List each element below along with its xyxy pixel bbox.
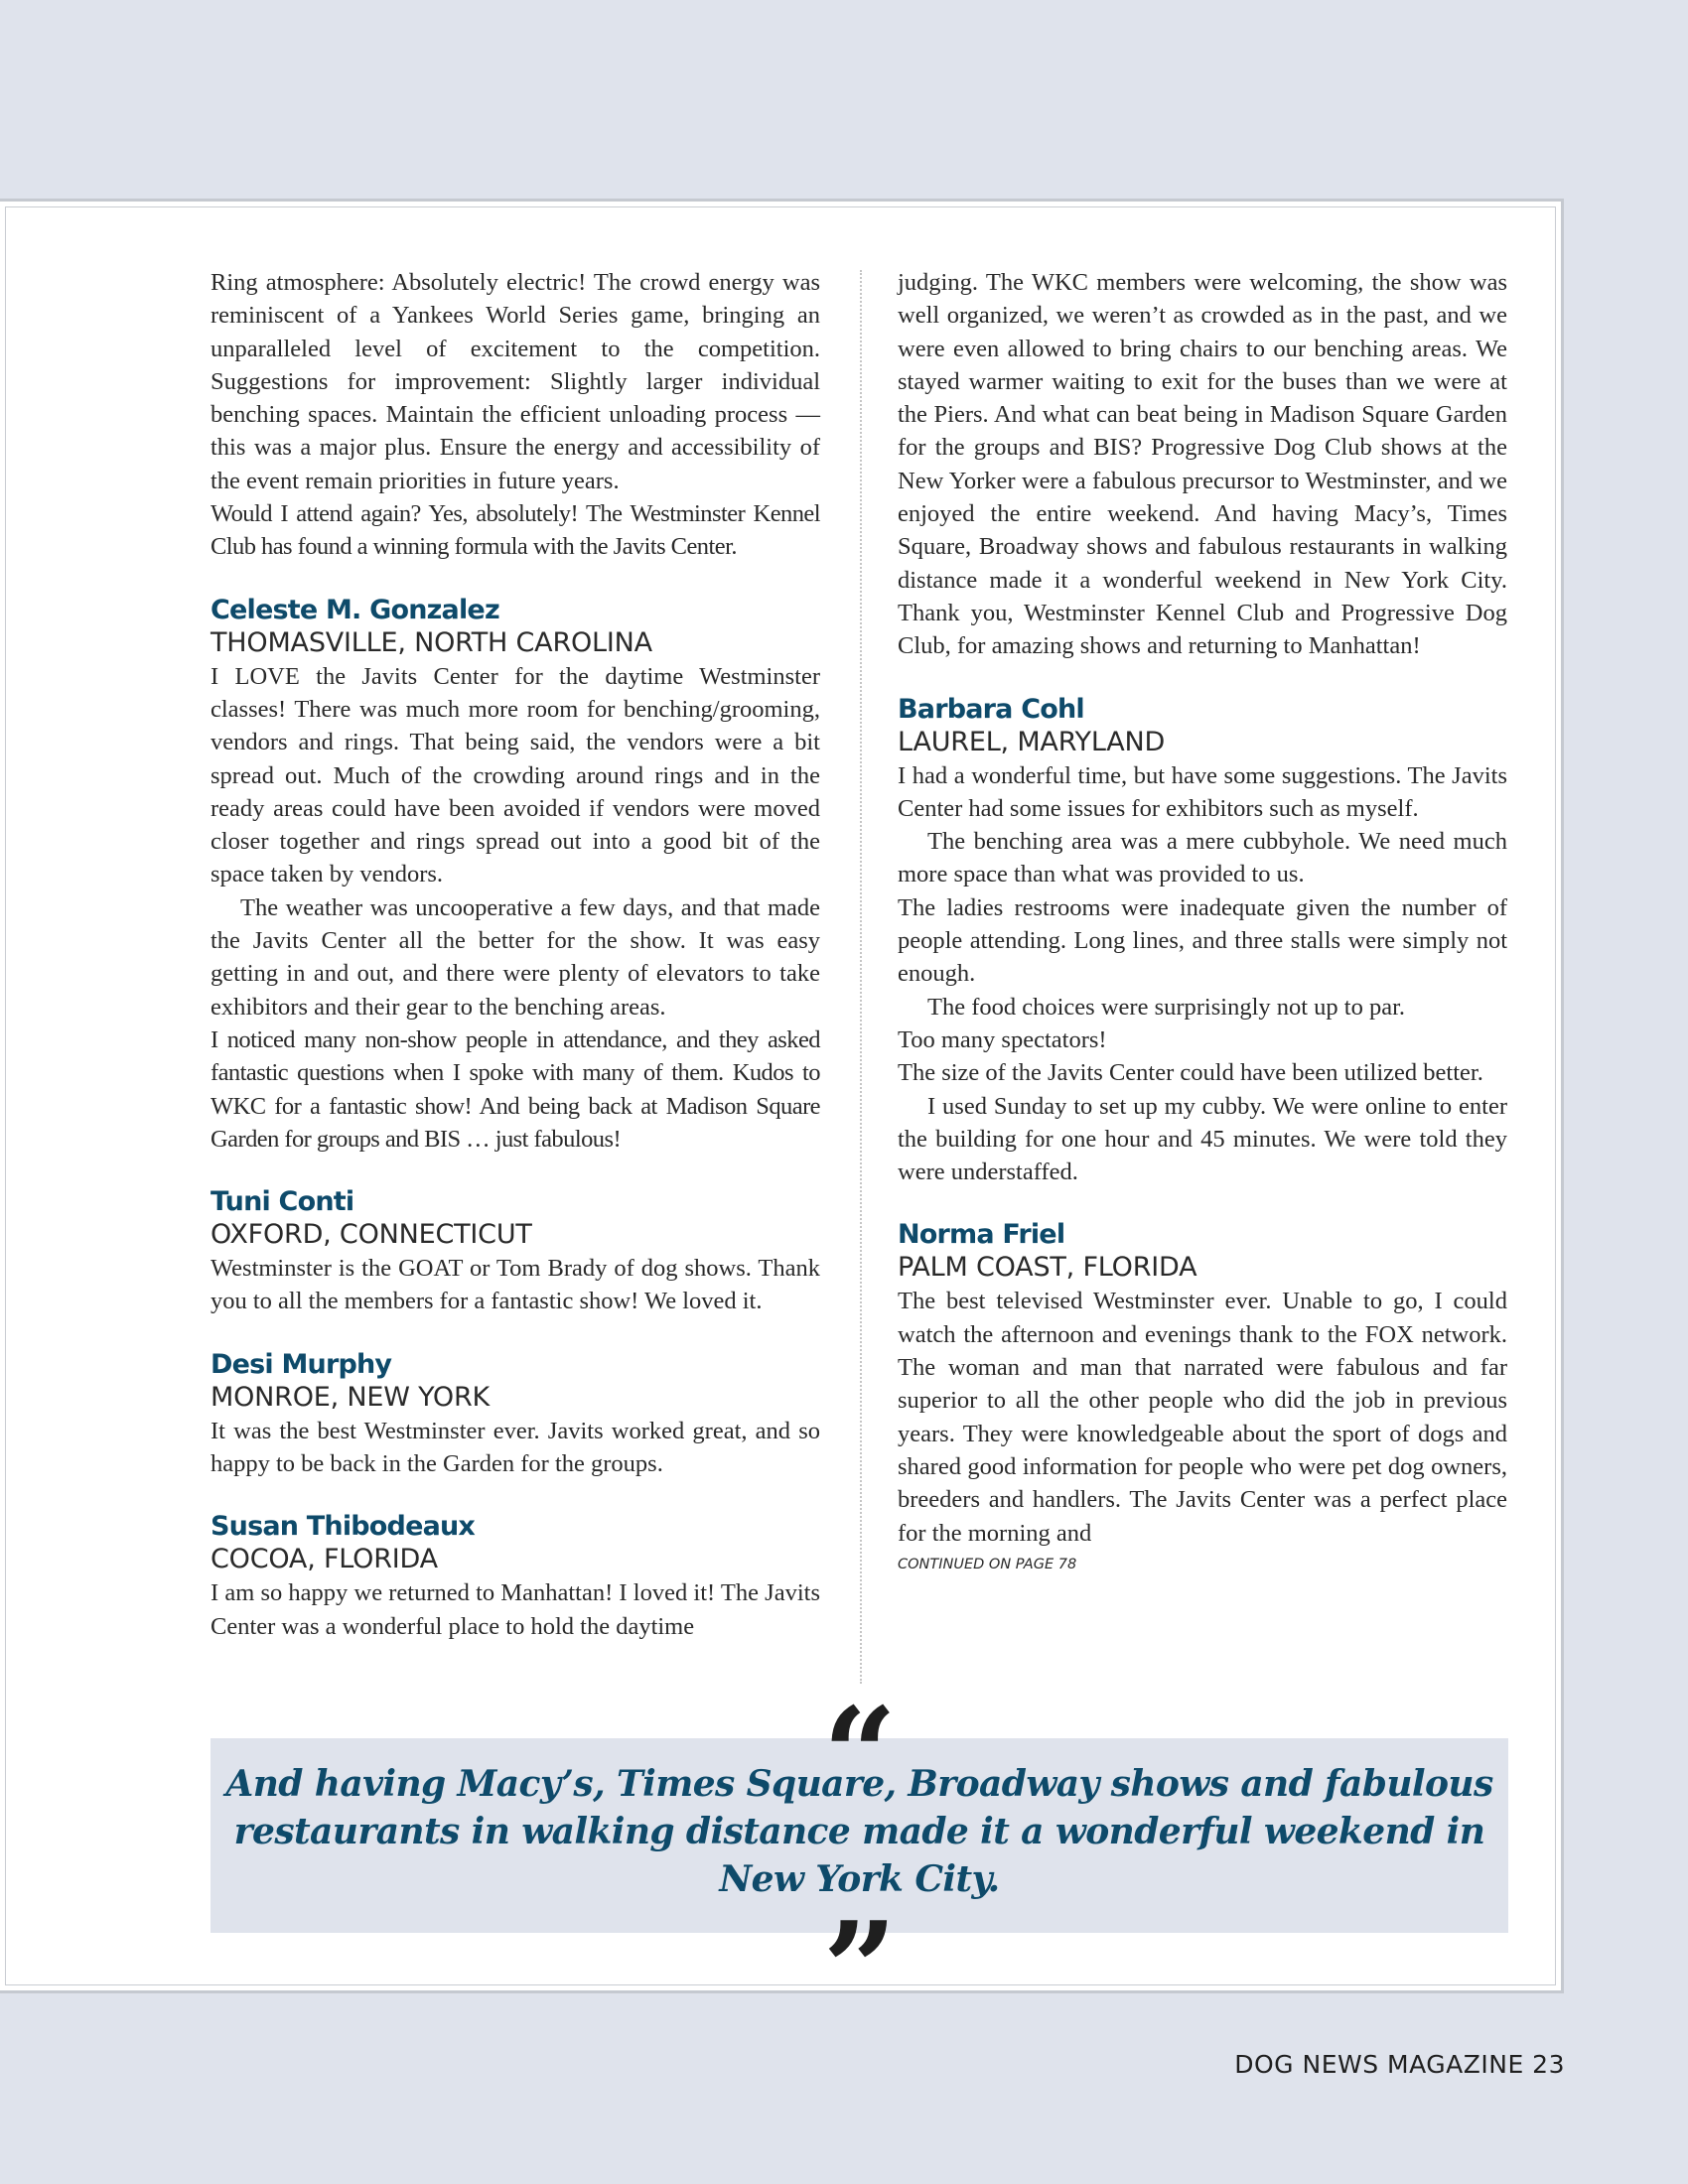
letter-paragraph: I noticed many non-show people in attendance, and they asked fantastic questions when I spoke with many of them. Kudos to WKC for a fantastic show! And being back at Madison Square Garden for groups and BIS … just fabulous!	[211, 1025, 820, 1153]
author-name: Susan Thibodeaux	[211, 1511, 476, 1543]
open-quote-mark: “	[822, 1679, 898, 1831]
column-divider	[860, 270, 862, 1684]
left-column	[211, 266, 820, 1643]
close-quote-mark: ”	[822, 1893, 898, 2045]
continuation-paragraph: judging. The WKC members were welcoming, the show was well organized, we weren’t as crowded as in the past, and we were even allowed to bring chairs to our benching areas. We stayed warmer waiting to exit for the buses than we were at the Piers. And what can beat being in Madison Square Garden for the groups and BIS? Progressive Dog Club shows at the New Yorker were a fabulous precursor to Westminster, and we enjoyed the entire weekend. And having Macy’s, Times Square, Broadway shows and fabulous restaurants in walking distance made it a wonderful weekend in New York City. Thank you, Westminster Kennel Club and Progressive Dog Club, for amazing shows and returning to Manhattan!	[898, 269, 1507, 660]
letter-paragraph: The ladies restrooms were inadequate given the number of people attending. Long lines, and three stalls were simply not enough.	[898, 893, 1507, 988]
author-location: COCOA, FLORIDA	[211, 1544, 438, 1575]
letter-paragraph: The best televised Westminster ever. Unable to go, I could watch the afternoon and evenings thank to the FOX network. The woman and man that narrated were fabulous and far superior to all the other people who did the job in previous years. They were knowledgeable about the sport of dogs and shared good information for people who were pet dog owners, breeders and handlers. The Javits Center was a perfect place for the morning and	[898, 1288, 1507, 1547]
letter-paragraph: Too many spectators!	[898, 1025, 1107, 1053]
letter-paragraph: Westminster is the GOAT or Tom Brady of dog shows. Thank you to all the members for a fantastic show! We loved it.	[211, 1255, 820, 1315]
letter-paragraph: I LOVE the Javits Center for the daytime Westminster classes! There was much more room for benching/grooming, vendors and rings. That being said, the vendors were a bit spread out. Much of the crowding around rings and in the ready areas could have been avoided if vendors were moved closer together and rings spread out into a good bit of the space taken by vendors.	[211, 662, 820, 888]
author-location: MONROE, NEW YORK	[211, 1381, 491, 1413]
author-name: Desi Murphy	[211, 1348, 392, 1380]
letter-entry	[211, 1185, 820, 1318]
author-location: THOMASVILLE, NORTH CAROLINA	[211, 626, 652, 658]
letter-paragraph: I used Sunday to set up my cubby. We were online to enter the building for one hour and 45 minutes. We were told they were understaffed.	[898, 1092, 1507, 1186]
right-column	[898, 266, 1507, 1574]
author-name: Tuni Conti	[211, 1186, 354, 1218]
pull-quote-text: And having Macy’s, Times Square, Broadway shows and fabulous restaurants in walking distance made it a wonderful weekend in New York City.	[225, 1763, 1493, 1900]
author-name: Celeste M. Gonzalez	[211, 594, 499, 625]
author-name: Barbara Cohl	[898, 693, 1084, 725]
intro-paragraph: Ring atmosphere: Absolutely electric! The crowd energy was reminiscent of a Yankees World Series game, bringing an unparalleled level of excitement to the competition. Suggestions for improvement: Slightly larger individual benching spaces. Maintain the efficient unloading process — this was a major plus. Ensure the energy and accessibility of the event remain priorities in future years.	[211, 269, 820, 494]
letter-paragraph: It was the best Westminster ever. Javits worked great, and so happy to be back in the Garden for the groups.	[211, 1417, 820, 1478]
author-location: LAUREL, MARYLAND	[898, 726, 1166, 757]
letter-paragraph: The size of the Javits Center could have been utilized better.	[898, 1059, 1483, 1087]
continued-note: CONTINUED ON PAGE 78	[898, 1556, 1077, 1572]
letter-entry	[211, 1348, 820, 1481]
page-footer: DOG NEWS MAGAZINE 23	[1234, 2050, 1565, 2079]
letter-entry	[898, 1218, 1507, 1573]
letter-entry	[898, 693, 1507, 1189]
letter-paragraph: I am so happy we returned to Manhattan! I loved it! The Javits Center was a wonderful place to hold the daytime	[211, 1579, 820, 1640]
letter-paragraph: The food choices were surprisingly not up to par.	[927, 993, 1406, 1021]
close-quote-icon	[800, 1893, 919, 2045]
letter-entry	[211, 594, 820, 1156]
letter-paragraph: The benching area was a mere cubbyhole. We need much more space than what was provided to us.	[898, 828, 1507, 888]
author-name: Norma Friel	[898, 1219, 1065, 1251]
open-quote-icon	[800, 1679, 919, 1831]
letter-paragraph: I had a wonderful time, but have some suggestions. The Javits Center had some issues for exhibitors such as myself.	[898, 761, 1507, 822]
author-location: OXFORD, CONNECTICUT	[211, 1219, 532, 1251]
letter-entry	[211, 1510, 820, 1643]
intro-paragraph: Would I attend again? Yes, absolutely! The Westminster Kennel Club has found a winning formula with the Javits Center.	[211, 500, 820, 561]
author-location: PALM COAST, FLORIDA	[898, 1252, 1197, 1284]
letter-paragraph: The weather was uncooperative a few days, and that made the Javits Center all the better for the show. It was easy getting in and out, and there were plenty of elevators to take exhibitors and their gear to the benching areas.	[211, 893, 820, 1021]
